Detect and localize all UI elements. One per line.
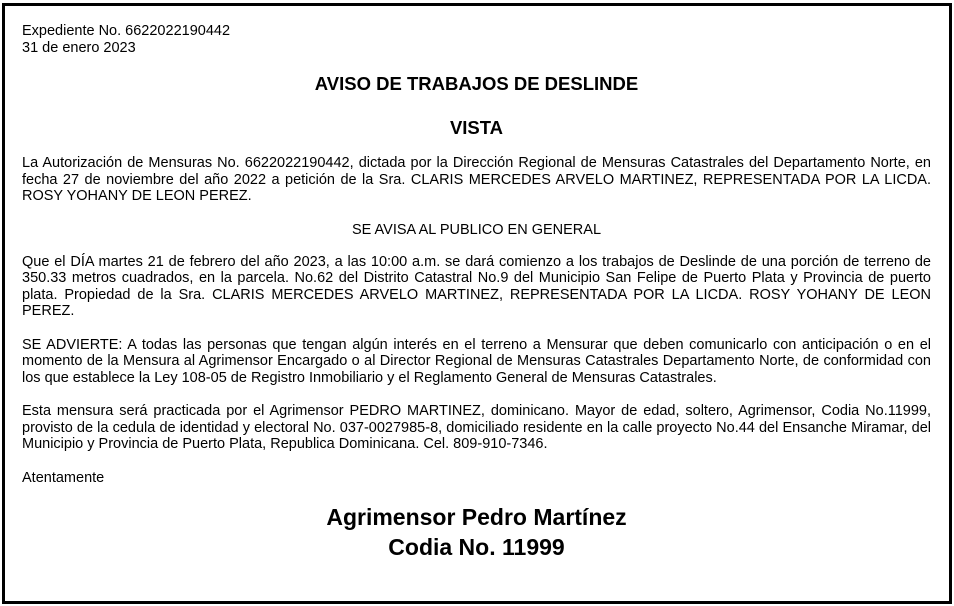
surveyor-paragraph: Esta mensura será practicada por el Agrimensor PEDRO MARTINEZ, dominicano. Mayor de edad, soltero, Agrimensor, Codia No.11999, provisto de la cedula de identidad y electoral No. 037-0027985-8, domiciliado residente en la calle proyecto No.44 del Ensanche Miramar, del Municipio y Provincia de Puerto Plata, Republica Dominicana. Cel. 809-910-7346. — [22, 403, 931, 452]
warning-paragraph: SE ADVIERTE: A todas las personas que tengan algún interés en el terreno a Mensurar que deben comunicarlo con anticipación o en el momento de la Mensura al Agrimensor Encargado o al Director Regional de Mensuras Catastrales Departamento Norte, de conformidad con los que establece la Ley 108-05 de Registro Inmobiliario y el Reglamento General de Mensuras Catastrales. — [22, 336, 931, 386]
notice-date: 31 de enero 2023 — [22, 40, 136, 56]
notice-title: AVISO DE TRABAJOS DE DESLINDE — [314, 73, 639, 94]
public-notice-line: SE AVISA AL PUBLICO EN GENERAL — [351, 221, 602, 238]
signature-name: Agrimensor Pedro Martínez — [326, 503, 627, 530]
authorization-paragraph: La Autorización de Mensuras No. 6622022190442, dictada por la Dirección Regional de Mensuras Catastrales del Departamento Norte, en fecha 27 de noviembre del año 2022 a petición de la Sra. CLARIS MERCEDES ARVELO MARTINEZ, REPRESENTADA POR LA LICDA. ROSY YOHANY DE LEON PEREZ. — [22, 155, 931, 204]
signature-codia: Codia No. 11999 — [388, 533, 565, 560]
works-paragraph: Que el DÍA martes 21 de febrero del año 2023, a las 10:00 a.m. se dará comienzo a los trabajos de Deslinde de una porción de terreno de 350.33 metros cuadrados, en la parcela. No.62 del Distrito Catastral No.9 del Municipio San Felipe de Puerto Plata y Provincia de puerto plata. Propiedad de la Sra. CLARIS MERCEDES ARVELO MARTINEZ, REPRESENTADA POR LA LICDA. ROSY YOHANY DE LEON PEREZ. — [22, 253, 931, 319]
closing-text: Atentamente — [22, 469, 105, 486]
expediente-number: Expediente No. 6622022190442 — [22, 23, 231, 39]
notice-subtitle: VISTA — [449, 117, 504, 138]
notice-content — [22, 23, 931, 562]
notice-frame — [2, 3, 952, 604]
